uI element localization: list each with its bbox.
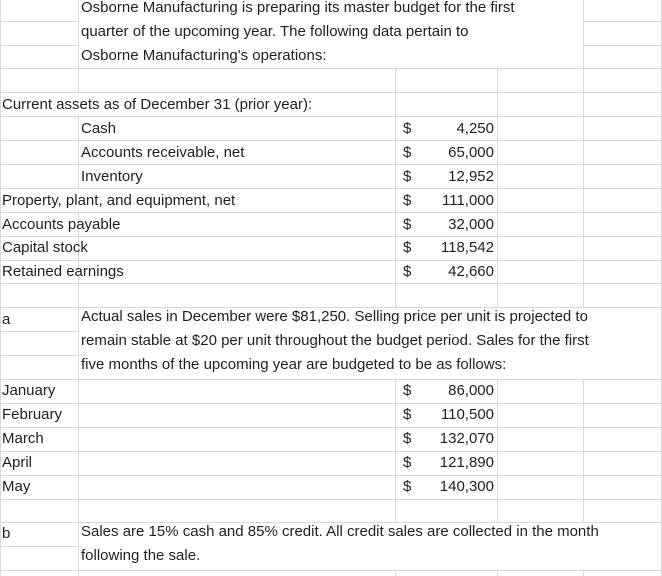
balance-value-ppe: 111,000 (442, 192, 494, 209)
balance-label-retained-earnings: Retained earnings (2, 263, 124, 280)
month-value-february: 110,500 (440, 406, 494, 423)
intro-line-3: Osborne Manufacturing's operations: (81, 47, 327, 64)
intro-line-2: quarter of the upcoming year. The following data pertain to (81, 23, 469, 40)
balance-value-capital-stock: 118,542 (440, 239, 494, 256)
month-label-april: April (2, 454, 33, 471)
balance-currency-cash: $ (403, 120, 412, 137)
section-b-marker: b (2, 525, 11, 542)
month-currency-may: $ (403, 478, 412, 495)
balance-currency-ap: $ (403, 216, 412, 233)
section-b-line-2: following the sale. (81, 547, 201, 564)
balance-value-inventory: 12,952 (448, 168, 494, 185)
balance-label-cash: Cash (81, 120, 117, 137)
balance-currency-ar: $ (403, 144, 412, 161)
section-a-marker: a (2, 311, 11, 328)
balance-label-ap: Accounts payable (2, 216, 121, 233)
balance-label-inventory: Inventory (81, 168, 143, 185)
balance-currency-ppe: $ (403, 192, 412, 209)
balance-value-retained-earnings: 42,660 (448, 263, 494, 280)
balance-currency-inventory: $ (403, 168, 412, 185)
month-currency-april: $ (403, 454, 412, 471)
month-value-january: 86,000 (448, 382, 494, 399)
balance-value-ar: 65,000 (448, 144, 494, 161)
month-currency-february: $ (403, 406, 412, 423)
balance-currency-retained-earnings: $ (403, 263, 412, 280)
balance-label-ar: Accounts receivable, net (81, 144, 245, 161)
month-label-march: March (2, 430, 44, 447)
section-a-line-2: remain stable at $20 per unit throughout the budget period. Sales for the first (81, 332, 589, 349)
month-currency-january: $ (403, 382, 412, 399)
month-label-february: February (2, 406, 63, 423)
intro-line-1: Osborne Manufacturing is preparing its master budget for the first (81, 0, 515, 16)
month-value-march: 132,070 (439, 430, 494, 447)
section-b-line-1: Sales are 15% cash and 85% credit. All credit sales are collected in the month (81, 523, 599, 540)
balance-value-cash: 4,250 (456, 120, 494, 137)
current-assets-header: Current assets as of December 31 (prior year): (2, 96, 313, 113)
month-value-april: 121,890 (439, 454, 494, 471)
balance-label-ppe: Property, plant, and equipment, net (2, 192, 236, 209)
balance-label-capital-stock: Capital stock (2, 239, 88, 256)
balance-value-ap: 32,000 (448, 216, 494, 233)
month-label-may: May (2, 478, 31, 495)
section-a-line-1: Actual sales in December were $81,250. Selling price per unit is projected to (81, 308, 588, 325)
balance-currency-capital-stock: $ (403, 239, 412, 256)
month-currency-march: $ (403, 430, 412, 447)
section-a-line-3: five months of the upcoming year are budgeted to be as follows: (81, 356, 507, 373)
month-label-january: January (2, 382, 56, 399)
month-value-may: 140,300 (439, 478, 494, 495)
